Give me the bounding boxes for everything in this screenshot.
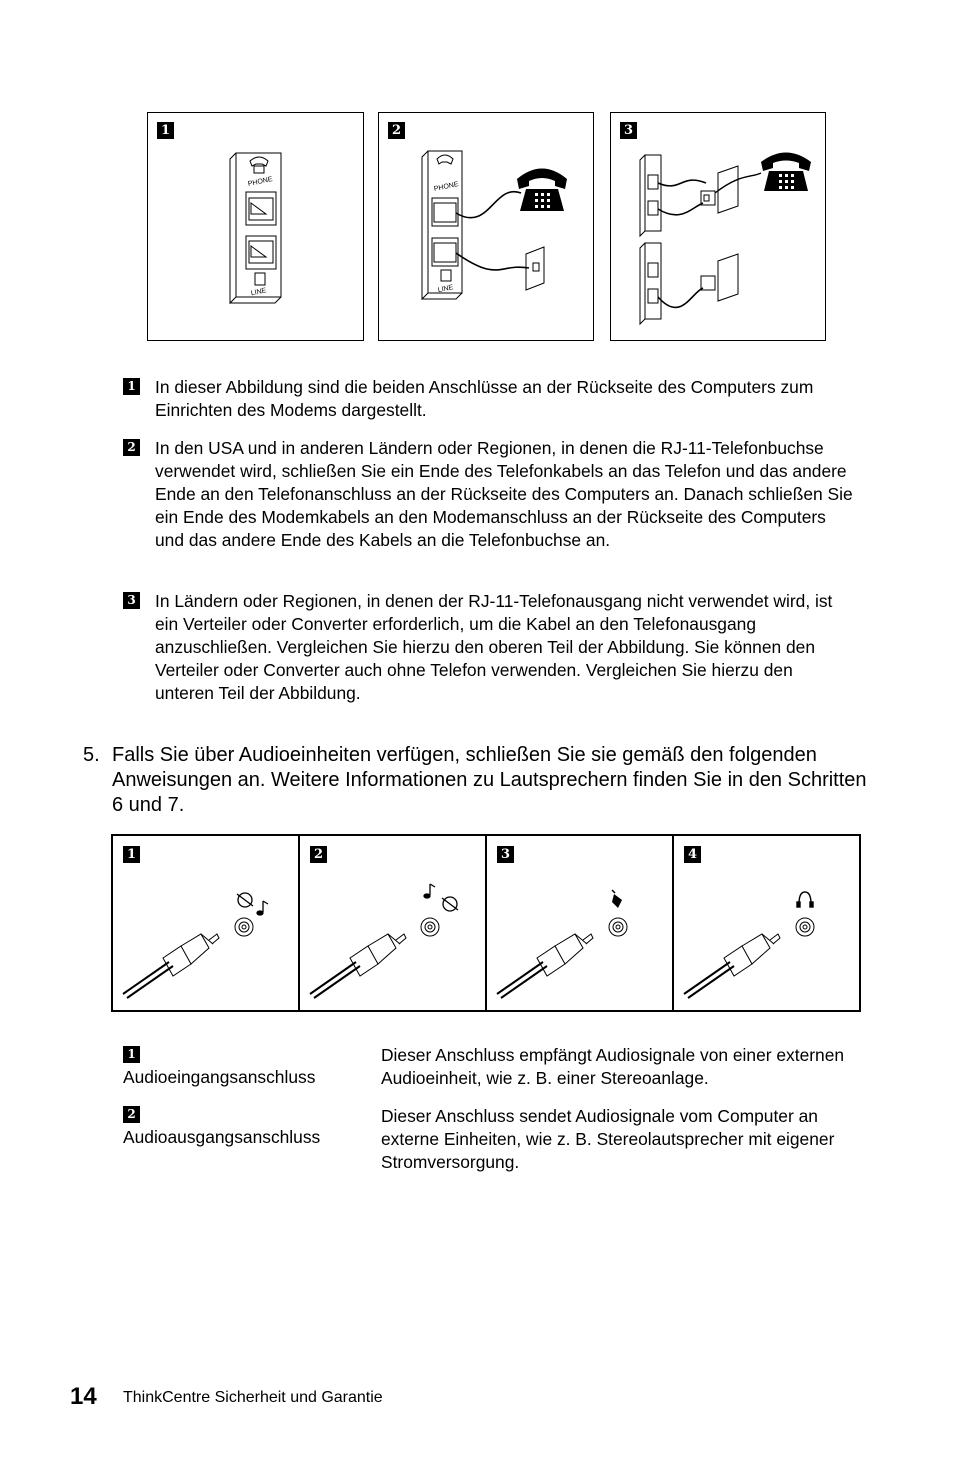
line-port-label: LINE [437,284,454,295]
figure-badge: 3 [620,122,637,139]
step-number: 5. [83,744,100,766]
headphone-icon [797,892,813,907]
page-number: 14 [70,1383,97,1410]
phone-port-label: PHONE [247,175,274,189]
figure-badge: 2 [388,122,405,139]
definition-badge-1: 1 [123,1046,140,1063]
telephone-icon [761,153,811,192]
callout-text-2: In den USA und in anderen Ländern oder Regionen, in denen die RJ-11-Telefonbuchse verwendet wird, schließen Sie ein Ende des Telefonkabels an das Telefon und das andere Ende an den Telefonanschluss an der Rückseite des Computers an. Danach schließen Sie ein Ende des Modemkabels an den Modemanschluss an der Rückseite des Computers und das andere Ende des Kabels an die Telefonbuchse an. [155,438,853,550]
figure-badge: 4 [684,846,701,863]
audio-plug-illustration [487,836,674,1010]
definition-term-2: Audioausgangsanschluss [123,1127,321,1147]
definition-badge-2: 2 [123,1106,140,1123]
audio-panel-2 [300,836,487,1010]
audio-line-in-icon [237,893,268,915]
microphone-icon [612,890,622,908]
figure-badge: 1 [123,846,140,863]
audio-plug-illustration [113,836,300,1010]
line-port-label: LINE [250,287,267,298]
definition-term-1: Audioeingangsanschluss [123,1067,316,1087]
rear-ports-illustration [148,113,365,342]
splitter-converter-illustration [611,113,827,342]
phone-port-label: PHONE [433,180,460,194]
callout-badge-3: 3 [123,592,140,609]
callout-badge-2: 2 [123,439,140,456]
figure-badge: 1 [157,122,174,139]
callout-text-1: In dieser Abbildung sind die beiden Anschlüsse an der Rückseite des Computers zum Einrichten des Modems dargestellt. [155,377,814,420]
modem-figure-panel-3 [610,112,826,341]
modem-figure-panel-2 [378,112,594,341]
audio-panel-4 [674,836,859,1010]
footer-title: ThinkCentre Sicherheit und Garantie [123,1389,383,1406]
callout-badge-1: 1 [123,378,140,395]
callout-text-3: In Ländern oder Regionen, in denen der RJ-11-Telefonausgang nicht verwendet wird, ist ein Verteiler oder Converter erforderlich, um die Kabel an den Telefonausgang anzuschließen. Vergleichen Sie hierzu den oberen Teil der Abbildung. Sie können den Verteiler oder Converter auch ohne Telefon verwenden. Vergleichen Sie hierzu den unteren Teil der Abbildung. [155,591,833,703]
audio-plug-illustration [300,836,487,1010]
audio-line-out-icon [424,884,458,911]
audio-plug-illustration [674,836,861,1010]
definition-desc-2: Dieser Anschluss sendet Audiosignale vom Computer an externe Einheiten, wie z. B. Stereolautsprecher mit eigener Stromversorgung. [381,1106,835,1172]
audio-connector-figure [111,834,861,1012]
step-text: Falls Sie über Audioeinheiten verfügen, schließen Sie sie gemäß den folgenden Anweisungen an. Weitere Informationen zu Lautsprechern finden Sie in den Schritten 6 und 7. [112,744,867,816]
definition-desc-1: Dieser Anschluss empfängt Audiosignale von einer externen Audioeinheit, wie z. B. einer Stereoanlage. [381,1045,845,1088]
audio-panel-3 [487,836,674,1010]
audio-panel-1 [113,836,300,1010]
telephone-icon [517,169,567,212]
figure-badge: 2 [310,846,327,863]
phone-and-wall-jack-illustration [379,113,595,342]
figure-badge: 3 [497,846,514,863]
modem-figure-panel-1 [147,112,364,341]
